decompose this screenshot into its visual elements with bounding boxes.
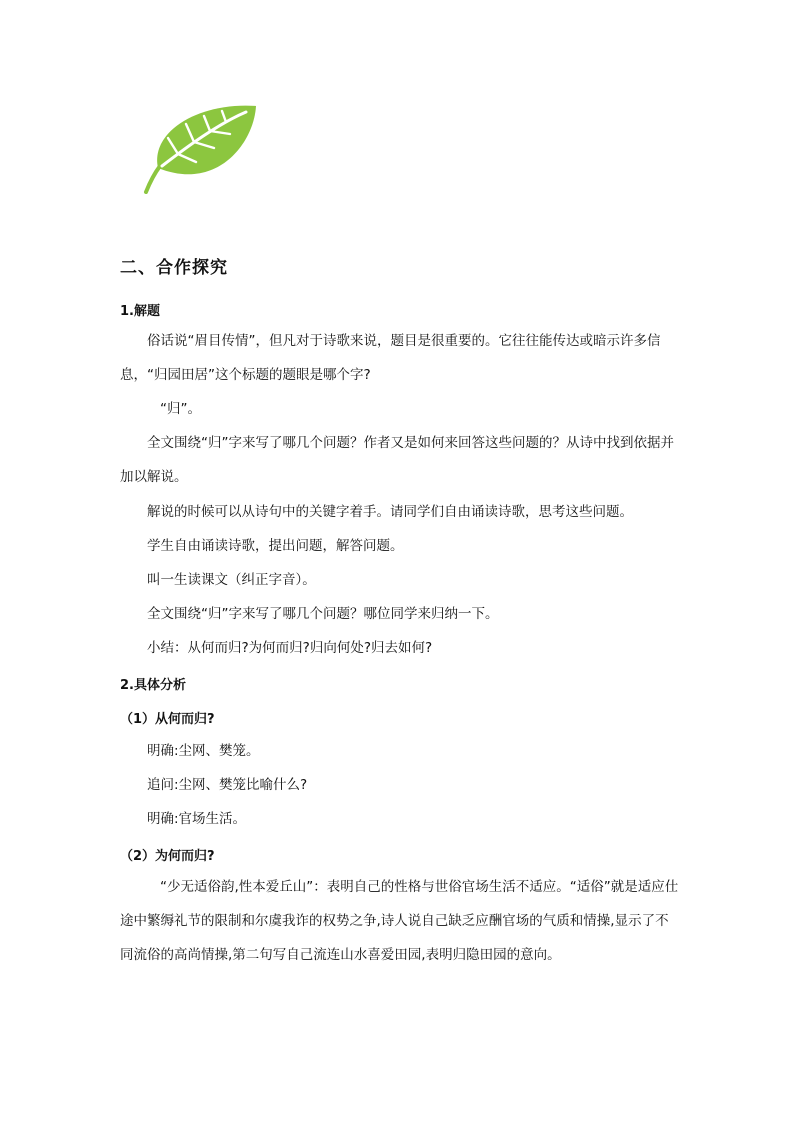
paragraph-1: 俗话说“眉目传情”，但凡对于诗歌来说，题目是很重要的。它往往能传达或暗示许多信息，“归园田居”这个标题的题眼是哪个字? bbox=[120, 333, 661, 383]
paragraph-6: 叫一生读课文（纠正字音）。 bbox=[147, 572, 316, 588]
paragraph-3: 全文围绕“归”字来写了哪几个问题？作者又是如何来回答这些问题的？从诗中找到依据并加以解说。 bbox=[120, 435, 674, 485]
subheading-2a: （1）从何而归? bbox=[120, 712, 215, 727]
paragraph-10: 追问:尘网、樊笼比喻什么? bbox=[147, 777, 308, 793]
subheading-2b: （2）为何而归? bbox=[120, 849, 215, 864]
section-title: 二、合作探究 bbox=[120, 258, 228, 278]
paragraph-5: 学生自由诵读诗歌，提出问题，解答问题。 bbox=[147, 538, 404, 554]
subheading-2: 2.具体分析 bbox=[120, 678, 186, 693]
paragraph-7: 全文围绕“归”字来写了哪几个问题？哪位同学来归纳一下。 bbox=[147, 606, 499, 622]
paragraph-9: 明确:尘网、樊笼。 bbox=[147, 743, 260, 759]
leaf-icon bbox=[138, 102, 260, 194]
paragraph-12: “少无适俗韵,性本爱丘山”：表明自己的性格与世俗官场生活不适应。“适俗”就是适应仕途中繁缛礼节的限制和尔虞我诈的权势之争,诗人说自己缺乏应酬官场的气质和情操,显示了不同流俗的高尚情操,第二句写自己流连山水喜爱田园,表明归隐田园的意向。 bbox=[120, 879, 679, 963]
subheading-1: 1.解题 bbox=[120, 304, 160, 319]
paragraph-4: 解说的时候可以从诗句中的关键字着手。请同学们自由诵读诗歌，思考这些问题。 bbox=[147, 504, 633, 520]
paragraph-8: 小结：从何而归?为何而归?归向何处?归去如何? bbox=[147, 640, 433, 656]
paragraph-11: 明确:官场生活。 bbox=[147, 811, 247, 827]
paragraph-2: “归”。 bbox=[160, 401, 201, 417]
